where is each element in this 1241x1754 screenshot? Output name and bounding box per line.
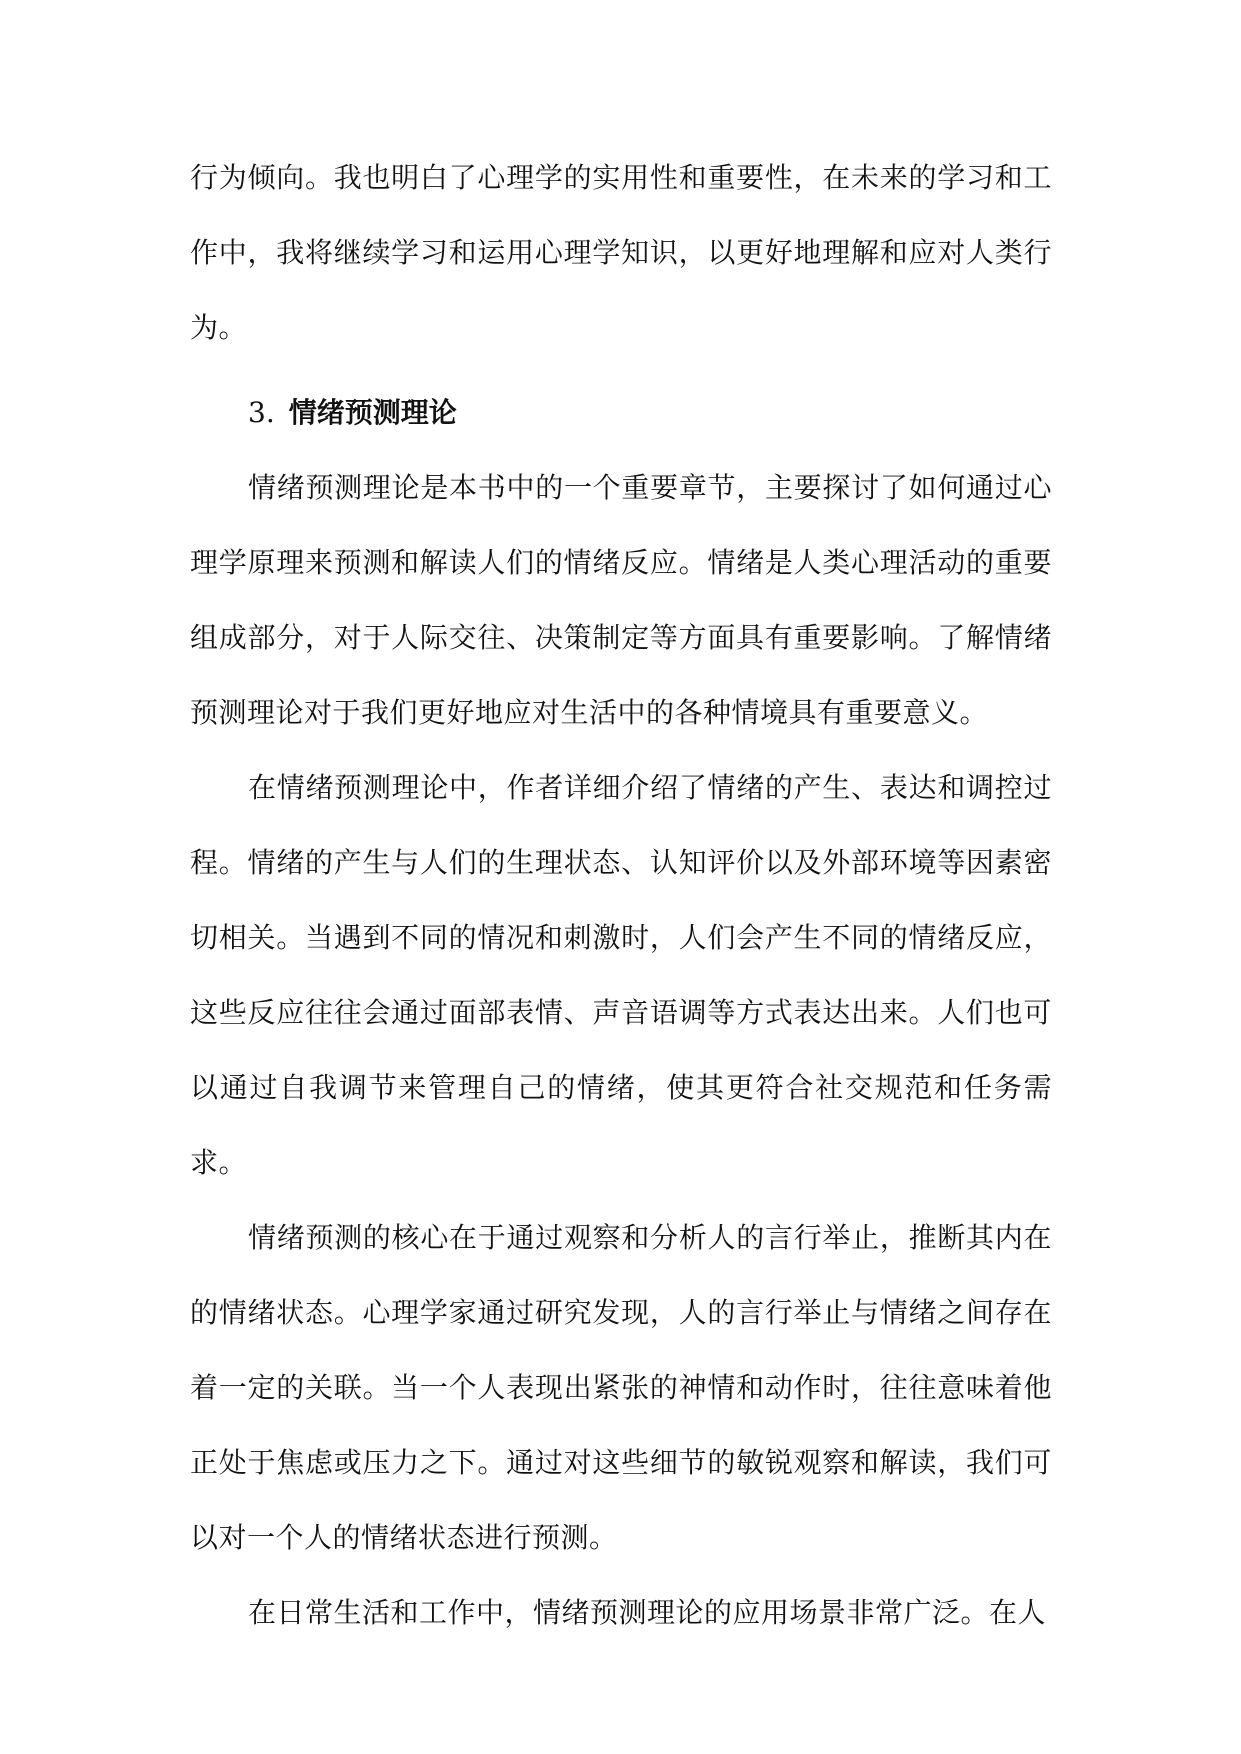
section-title: 情绪预测理论 — [288, 396, 457, 429]
spacer — [190, 365, 1052, 375]
section-heading — [190, 375, 1052, 450]
body-paragraph-3: 情绪预测的核心在于通过观察和分析人的言行举止，推断其内在的情绪状态。心理学家通过研究发现，人的言行举止与情绪之间存在着一定的关联。当一个人表现出紧张的神情和动作时，往往意味着他正处于焦虑或压力之下。通过对这些细节的敏锐观察和解读，我们可以对一个人的情绪状态进行预测。 — [190, 1221, 1052, 1554]
body-paragraph-1: 情绪预测理论是本书中的一个重要章节，主要探讨了如何通过心理学原理来预测和解读人们的情绪反应。情绪是人类心理活动的重要组成部分，对于人际交往、决策制定等方面具有重要影响。了解情绪预测理论对于我们更好地应对生活中的各种情境具有重要意义。 — [190, 471, 1052, 729]
paragraph-continuation: 行为倾向。我也明白了心理学的实用性和重要性，在未来的学习和工作中，我将继续学习和运用心理学知识，以更好地理解和应对人类行为。 — [190, 161, 1052, 344]
body-paragraph-4: 在日常生活和工作中，情绪预测理论的应用场景非常广泛。在人 — [248, 1596, 1047, 1629]
body-paragraph-2: 在情绪预测理论中，作者详细介绍了情绪的产生、表达和调控过程。情绪的产生与人们的生理状态、认知评价以及外部环境等因素密切相关。当遇到不同的情况和刺激时，人们会产生不同的情绪反应，这些反应往往会通过面部表情、声音语调等方式表达出来。人们也可以通过自我调节来管理自己的情绪，使其更符合社交规范和任务需求。 — [190, 771, 1052, 1179]
page-content — [190, 140, 1052, 1650]
section-number: 3. — [248, 396, 275, 429]
